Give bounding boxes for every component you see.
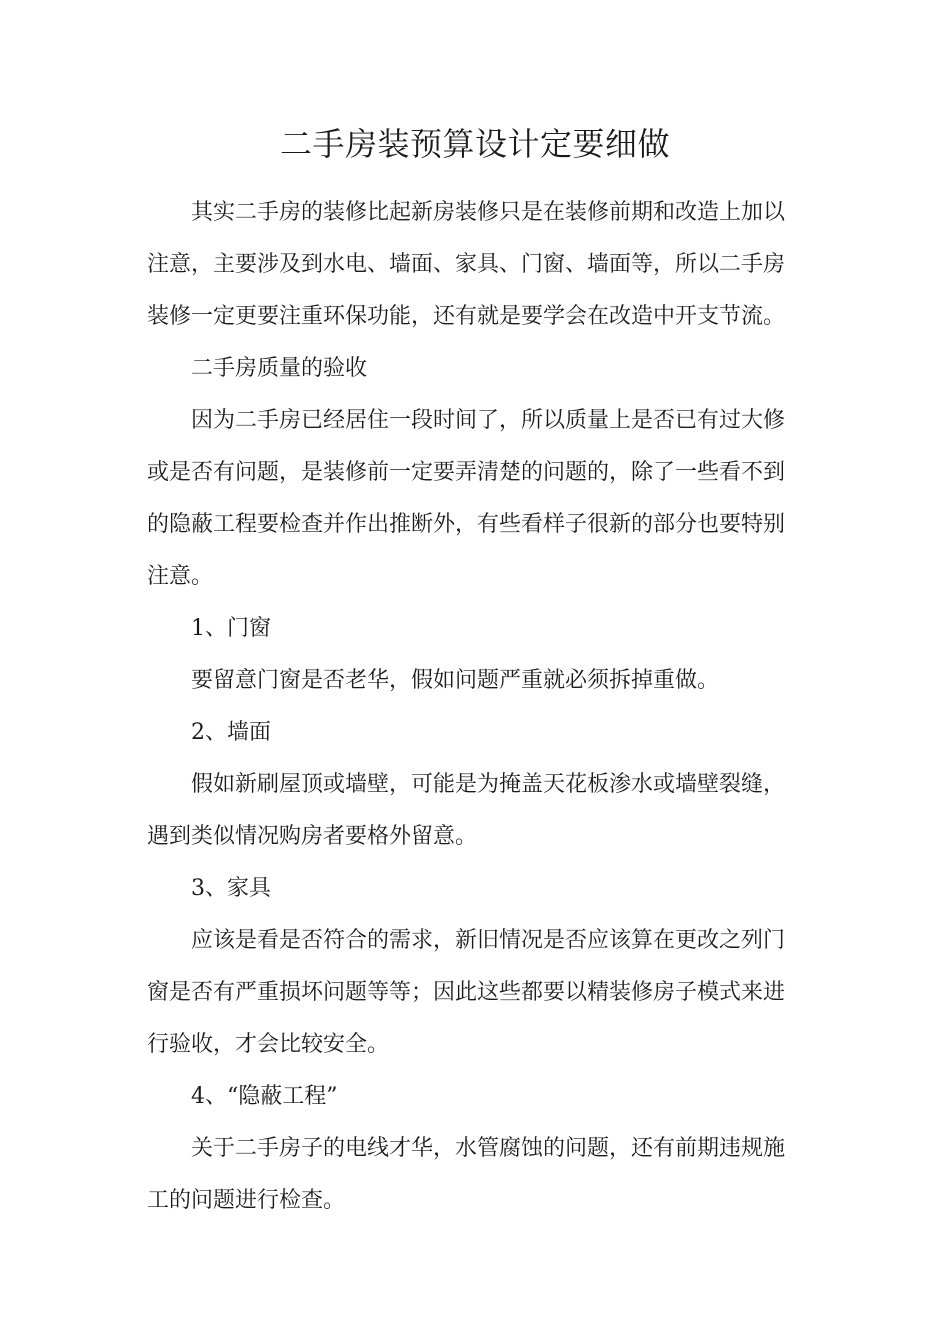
paragraph-line: 其实二手房的装修比起新房装修只是在装修前期和改造上加以 (191, 200, 786, 225)
section-heading: 二手房质量的验收 (191, 356, 368, 381)
paragraph-line: 工的问题进行检查。 (147, 1188, 346, 1213)
paragraph-line: 应该是看是否符合的需求，新旧情况是否应该算在更改之列门 (191, 928, 786, 953)
list-heading: 3、家具 (191, 876, 271, 901)
list-heading: 1、门窗 (191, 616, 271, 641)
paragraph-line: 窗是否有严重损坏问题等等；因此这些都要以精装修房子模式来进 (147, 980, 786, 1005)
list-heading: 2、墙面 (191, 720, 271, 745)
paragraph-line: 因为二手房已经居住一段时间了，所以质量上是否已有过大修 (191, 408, 786, 433)
paragraph-line: 要留意门窗是否老华，假如问题严重就必须拆掉重做。 (191, 668, 720, 693)
paragraph-line: 关于二手房子的电线才华，水管腐蚀的问题，还有前期违规施 (191, 1136, 786, 1161)
paragraph-line: 注意。 (147, 564, 214, 589)
paragraph-line: 行验收，才会比较安全。 (147, 1032, 390, 1057)
paragraph-line: 或是否有问题，是装修前一定要弄清楚的问题的，除了一些看不到 (147, 460, 786, 485)
paragraph-line: 假如新刷屋顶或墙壁，可能是为掩盖天花板渗水或墙壁裂缝， (191, 772, 786, 797)
document-title: 二手房装预算设计定要细做 (279, 125, 670, 163)
paragraph-line: 注意，主要涉及到水电、墙面、家具、门窗、墙面等，所以二手房 (147, 252, 786, 277)
paragraph-line: 的隐蔽工程要检查并作出推断外，有些看样子很新的部分也要特别 (147, 512, 786, 537)
paragraph-line: 遇到类似情况购房者要格外留意。 (147, 824, 478, 849)
list-heading: 4、“隐蔽工程” (191, 1084, 338, 1109)
paragraph-line: 装修一定更要注重环保功能，还有就是要学会在改造中开支节流。 (147, 304, 786, 329)
